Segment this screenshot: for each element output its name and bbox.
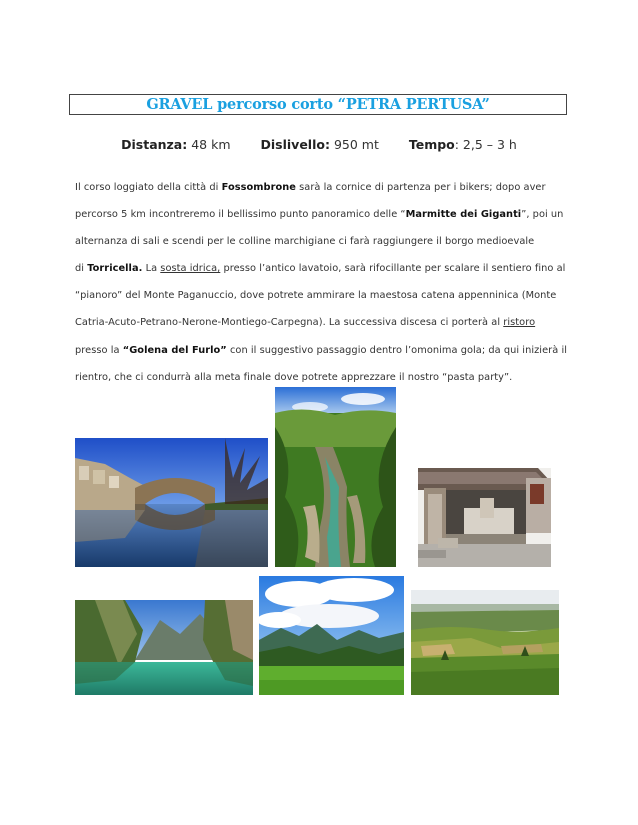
text-line: [75, 309, 570, 336]
water-stop-text: sosta idrica,: [160, 263, 221, 275]
text-run: presso la: [75, 344, 123, 356]
refreshment-text: ristoro: [503, 317, 536, 329]
text-run: percorso 5 km incontreremo il bellissimo punto panoramico delle “: [75, 209, 406, 221]
text-line: [75, 337, 570, 364]
stat-distance: [121, 137, 230, 152]
stat-time-value: : 2,5 – 3 h: [454, 137, 517, 152]
place-marmitte: Marmitte dei Giganti: [405, 209, 522, 221]
stat-time-label: Tempo: [408, 137, 455, 152]
place-golena: “Golena del Furlo”: [122, 344, 227, 356]
photo-mountains-clouds: [259, 576, 404, 695]
stat-elevation-value: 950 mt: [329, 137, 379, 152]
stat-distance-value: 48 km: [187, 137, 231, 152]
place-torricella: Torricella.: [87, 263, 143, 275]
text-run: Il corso loggiato della città di: [75, 182, 222, 193]
photo-lake-cliffs: [75, 600, 253, 695]
text-line: [75, 201, 570, 228]
stat-distance-label: Distanza:: [121, 137, 188, 152]
route-stats: [0, 137, 638, 152]
place-fossombrone: Fossombrone: [221, 182, 296, 193]
text-run: Catria-Acuto-Petrano-Nerone-Montiego-Carpegna). La successiva discesa ci porterà al: [75, 317, 504, 329]
stat-elevation-label: Dislivello:: [260, 137, 330, 152]
text-run: La: [142, 263, 161, 275]
text-run: ”, poi un: [521, 209, 564, 221]
text-line: alternanza di sali e scendi per le colline marchigiane ci farà raggiungere il borgo medioevale: [75, 236, 535, 248]
page-title: GRAVEL percorso corto “PETRA PERTUSA”: [146, 96, 490, 113]
text-run: presso l’antico lavatoio, sarà rifocillante per scalare il sentiero fino al: [220, 263, 566, 275]
title-box: [69, 94, 567, 115]
text-run: con il suggestivo passaggio dentro l’omonima gola; da qui inizierà il: [226, 344, 567, 356]
photo-wash-house: [418, 468, 551, 567]
stat-elevation: [261, 137, 379, 152]
text-line: [75, 174, 570, 201]
text-line: rientro, che ci condurrà alla meta finale dove potrete apprezzare il nostro “pasta party”.: [75, 371, 513, 383]
photo-bridge-river: [75, 438, 268, 567]
photo-river-gorge: [275, 387, 396, 567]
text-line: [75, 255, 570, 282]
stat-time: [409, 137, 517, 152]
text-run: di: [75, 263, 88, 275]
photo-rolling-hills: [411, 590, 559, 695]
text-run: sarà la cornice di partenza per i bikers; dopo aver: [295, 182, 546, 193]
route-description: [75, 174, 570, 391]
text-line: “pianoro” del Monte Paganuccio, dove potrete ammirare la maestosa catena appenninica (Monte: [75, 290, 557, 302]
